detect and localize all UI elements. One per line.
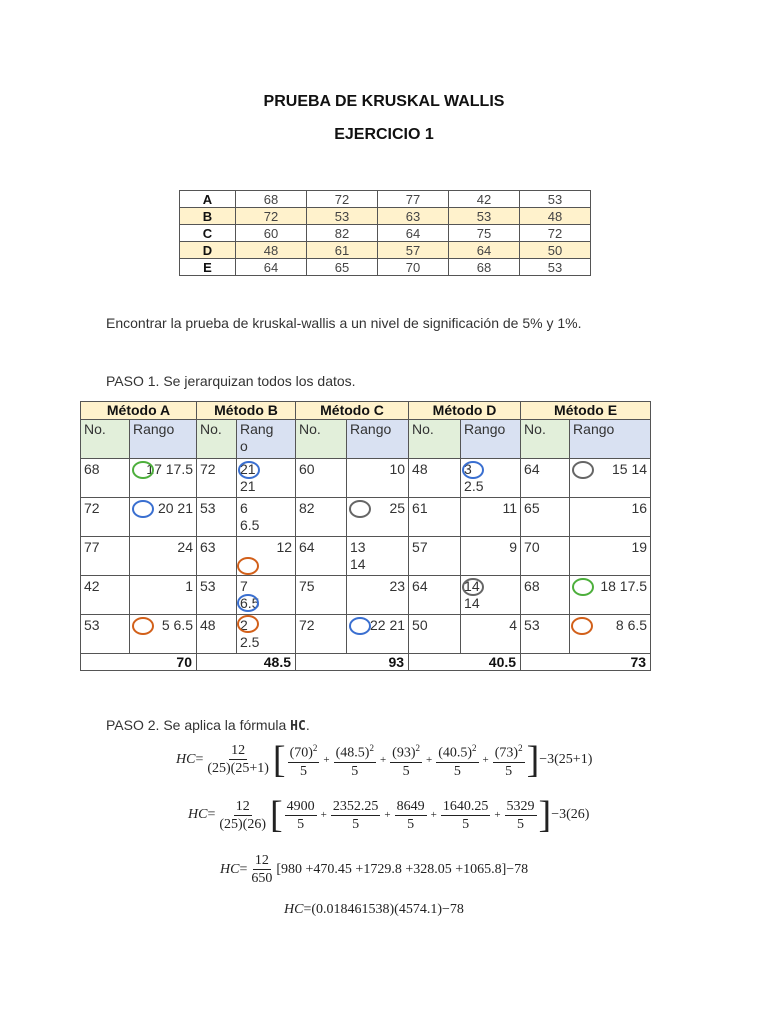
rango-cell: 3 2.5 <box>461 459 521 498</box>
formula-code: HC <box>290 719 306 734</box>
no-header: No. <box>409 420 461 459</box>
no-cell: 48 <box>409 459 461 498</box>
row-label: C <box>180 225 236 242</box>
no-cell: 68 <box>81 459 130 498</box>
data-cell: 70 <box>378 259 449 276</box>
data-cell: 65 <box>307 259 378 276</box>
rango-cell: 18 17.5 <box>570 576 651 615</box>
formula-line-3: HC = $\frac{12}{650}$ [980 +470.45 +1729.8 +328.05 +1065.8] −78 <box>220 853 529 886</box>
no-cell: 53 <box>197 576 237 615</box>
rango-cell: 22 21 <box>347 615 409 654</box>
data-cell: 64 <box>449 242 520 259</box>
annotation-circle <box>237 557 259 575</box>
data-cell: 68 <box>236 191 307 208</box>
rango-cell: 24 <box>130 537 197 576</box>
method-header: Método B <box>197 402 296 420</box>
data-cell: 57 <box>378 242 449 259</box>
rank-total: 70 <box>81 654 197 671</box>
data-cell: 68 <box>449 259 520 276</box>
annotation-circle <box>572 578 594 596</box>
method-header: Método A <box>81 402 197 420</box>
no-cell: 53 <box>197 498 237 537</box>
rango-header: Rango <box>130 420 197 459</box>
step1-text: PASO 1. Se jerarquizan todos los datos. <box>106 373 356 389</box>
data-cell: 53 <box>520 191 591 208</box>
data-cell: 64 <box>378 225 449 242</box>
table-row <box>81 498 651 537</box>
rank-total: 93 <box>296 654 409 671</box>
data-cell: 50 <box>520 242 591 259</box>
rango-cell: 14 14 <box>461 576 521 615</box>
data-cell: 42 <box>449 191 520 208</box>
rango-header: Rang o <box>237 420 296 459</box>
annotation-circle <box>571 617 593 635</box>
rango-cell: 1 <box>130 576 197 615</box>
rango-cell: 13 14 <box>347 537 409 576</box>
rango-header: Rango <box>347 420 409 459</box>
rango-cell: 21 21 <box>237 459 296 498</box>
no-cell: 64 <box>521 459 570 498</box>
data-cell: 61 <box>307 242 378 259</box>
row-label: B <box>180 208 236 225</box>
page-title: PRUEBA DE KRUSKAL WALLIS <box>263 93 505 110</box>
method-header: Método D <box>409 402 521 420</box>
data-cell: 53 <box>307 208 378 225</box>
rango-cell: 16 <box>570 498 651 537</box>
method-header: Método E <box>521 402 651 420</box>
data-cell: 48 <box>236 242 307 259</box>
data-row <box>180 259 591 276</box>
rango-cell: 19 <box>570 537 651 576</box>
rango-header: Rango <box>570 420 651 459</box>
no-cell: 60 <box>296 459 347 498</box>
no-cell: 72 <box>296 615 347 654</box>
rango-cell: 8 6.5 <box>570 615 651 654</box>
rango-cell: 7 6.5 <box>237 576 296 615</box>
rank-total: 40.5 <box>409 654 521 671</box>
no-cell: 72 <box>197 459 237 498</box>
data-cell: 53 <box>449 208 520 225</box>
no-cell: 53 <box>81 615 130 654</box>
no-cell: 82 <box>296 498 347 537</box>
data-cell: 82 <box>307 225 378 242</box>
data-cell: 60 <box>236 225 307 242</box>
no-cell: 61 <box>409 498 461 537</box>
rango-cell: 9 <box>461 537 521 576</box>
data-row <box>180 242 591 259</box>
data-cell: 72 <box>520 225 591 242</box>
formula-line-1: HC = $\frac{12}{(25)(25+1)}$ [ $\frac{(70)^2}{5}$ + $\frac{(48.5)^2}{5}$ + $\frac{(93)^2}{5}$ + $\frac{(40.5)^2}{5}$ + $\frac{(73)^2}{5}$ ] −3(25+1) <box>176 738 593 781</box>
no-cell: 68 <box>521 576 570 615</box>
no-cell: 77 <box>81 537 130 576</box>
totals-row <box>81 654 651 671</box>
data-cell: 63 <box>378 208 449 225</box>
rank-total: 73 <box>521 654 651 671</box>
rango-cell: 25 <box>347 498 409 537</box>
rango-cell: 20 21 <box>130 498 197 537</box>
formula-line-2: HC = $\frac{12}{(25)(26)}$ [ $\frac{4900}{5}$ + $\frac{2352.25}{5}$ + $\frac{8649}{5}$ + $\frac{1640.25}{5}$ + $\frac{5329}{5}$ ] −3(26) <box>188 794 590 836</box>
no-cell: 48 <box>197 615 237 654</box>
no-cell: 50 <box>409 615 461 654</box>
rango-cell: 5 6.5 <box>130 615 197 654</box>
data-cell: 64 <box>236 259 307 276</box>
step2-text: PASO 2. Se aplica la fórmula HC. <box>106 717 310 734</box>
no-cell: 65 <box>521 498 570 537</box>
no-cell: 57 <box>409 537 461 576</box>
table-row <box>81 459 651 498</box>
row-label: D <box>180 242 236 259</box>
no-header: No. <box>521 420 570 459</box>
data-cell: 48 <box>520 208 591 225</box>
no-header: No. <box>81 420 130 459</box>
rango-cell: 17 17.5 <box>130 459 197 498</box>
rango-cell: 10 <box>347 459 409 498</box>
rango-cell: 4 <box>461 615 521 654</box>
annotation-circle <box>572 461 594 479</box>
rango-cell: 12 <box>237 537 296 576</box>
exercise-title: EJERCICIO 1 <box>334 126 434 143</box>
rango-header: Rango <box>461 420 521 459</box>
annotation-circle <box>132 617 154 635</box>
data-row <box>180 191 591 208</box>
no-header: No. <box>296 420 347 459</box>
rank-total: 48.5 <box>197 654 296 671</box>
row-label: E <box>180 259 236 276</box>
data-cell: 77 <box>378 191 449 208</box>
table-row <box>81 615 651 654</box>
no-cell: 64 <box>409 576 461 615</box>
no-header: No. <box>197 420 237 459</box>
data-table <box>179 190 591 276</box>
no-cell: 63 <box>197 537 237 576</box>
no-cell: 70 <box>521 537 570 576</box>
rango-cell: 15 14 <box>570 459 651 498</box>
method-header: Método C <box>296 402 409 420</box>
no-cell: 42 <box>81 576 130 615</box>
rank-table <box>80 401 651 671</box>
table-row <box>81 537 651 576</box>
data-cell: 53 <box>520 259 591 276</box>
no-cell: 64 <box>296 537 347 576</box>
table-row <box>81 576 651 615</box>
rango-cell: 11 <box>461 498 521 537</box>
data-cell: 72 <box>307 191 378 208</box>
instruction-text: Encontrar la prueba de kruskal-wallis a un nivel de significación de 5% y 1%. <box>106 315 582 331</box>
rango-cell: 6 6.5 <box>237 498 296 537</box>
data-row <box>180 208 591 225</box>
data-row <box>180 225 591 242</box>
data-cell: 72 <box>236 208 307 225</box>
formula-line-4: HC =(0.018461538)(4574.1) −78 <box>284 902 464 917</box>
data-cell: 75 <box>449 225 520 242</box>
annotation-circle <box>349 617 371 635</box>
annotation-circle <box>132 500 154 518</box>
row-label: A <box>180 191 236 208</box>
rango-cell: 23 <box>347 576 409 615</box>
annotation-circle <box>132 461 154 479</box>
rango-cell: 2 2.5 <box>237 615 296 654</box>
annotation-circle <box>349 500 371 518</box>
no-cell: 53 <box>521 615 570 654</box>
no-cell: 72 <box>81 498 130 537</box>
no-cell: 75 <box>296 576 347 615</box>
